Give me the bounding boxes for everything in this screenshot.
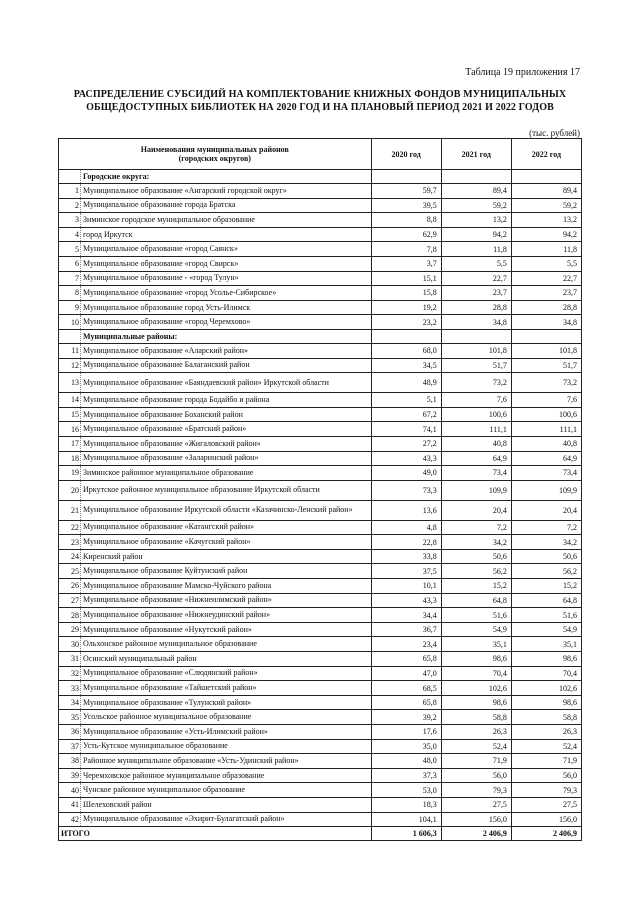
row-name: Муниципальное образование «город Черемхово» [81,315,372,330]
row-number: 5 [59,242,81,257]
row-value-2021: 56,0 [441,768,511,783]
row-value-2021: 40,8 [441,436,511,451]
table-row [59,500,582,520]
row-value-2021: 58,8 [441,710,511,725]
row-value-2022: 40,8 [511,436,581,451]
row-value-2022: 35,1 [511,637,581,652]
row-name: Муниципальное образование Балаганский район [81,358,372,373]
row-number: 12 [59,358,81,373]
row-number: 19 [59,466,81,481]
row-value-2022: 15,2 [511,579,581,594]
row-value-2022: 54,9 [511,622,581,637]
section-title: Городские округа: [81,170,372,184]
subsidy-table [58,138,582,841]
total-2022: 2 406,9 [511,827,581,841]
row-value-2022: 94,2 [511,227,581,242]
row-name: Районное муниципальное образование «Усть-Удинский район» [81,754,372,769]
row-name: Усольское районное муниципальное образование [81,710,372,725]
section-row [59,329,582,343]
table-header-row [59,139,582,170]
table-row [59,812,582,827]
row-value-2021: 51,7 [441,358,511,373]
row-value-2022: 111,1 [511,422,581,437]
row-value-2022: 28,8 [511,300,581,315]
table-row [59,422,582,437]
row-value-2021: 79,3 [441,783,511,798]
table-body [59,170,582,827]
row-value-2020: 10,1 [371,579,441,594]
row-number: 13 [59,373,81,393]
table-row [59,593,582,608]
total-row [59,827,582,841]
row-value-2022: 100,6 [511,407,581,422]
table-row [59,564,582,579]
row-value-2022: 73,2 [511,373,581,393]
row-number: 20 [59,480,81,500]
row-number: 9 [59,300,81,315]
row-value-2020: 34,5 [371,358,441,373]
row-number: 32 [59,666,81,681]
table-row [59,579,582,594]
row-value-2022: 51,7 [511,358,581,373]
row-value-2021: 34,2 [441,535,511,550]
table-row [59,286,582,301]
row-value-2022: 56,2 [511,564,581,579]
row-value-2022: 58,8 [511,710,581,725]
row-value-2022: 109,9 [511,480,581,500]
row-number: 8 [59,286,81,301]
row-name: Муниципальное образование «Усть-Илимский район» [81,725,372,740]
row-number: 10 [59,315,81,330]
row-number: 26 [59,579,81,594]
row-value-2020: 36,7 [371,622,441,637]
row-number: 1 [59,184,81,199]
section-empty-cell [371,329,441,343]
row-value-2021: 98,6 [441,652,511,667]
row-value-2021: 56,2 [441,564,511,579]
row-value-2022: 64,8 [511,593,581,608]
section-empty-cell [441,329,511,343]
row-value-2020: 48,0 [371,754,441,769]
row-value-2021: 156,0 [441,812,511,827]
table-row [59,652,582,667]
row-value-2022: 5,5 [511,256,581,271]
row-value-2022: 73,4 [511,466,581,481]
row-value-2020: 23,2 [371,315,441,330]
row-value-2020: 74,1 [371,422,441,437]
header-2022: 2022 год [511,139,581,170]
row-name: Усть-Кутское муниципальное образование [81,739,372,754]
title-line-1: РАСПРЕДЕЛЕНИЕ СУБСИДИЙ НА КОМПЛЕКТОВАНИЕ КНИЖНЫХ ФОНДОВ МУНИЦИПАЛЬНЫХ [73,89,567,100]
table-row [59,666,582,681]
row-value-2021: 64,9 [441,451,511,466]
row-value-2021: 64,8 [441,593,511,608]
table-row [59,549,582,564]
row-name: Муниципальное образование «город Свирск» [81,256,372,271]
row-name: Муниципальное образование Иркутской области «Казачинско-Ленский район» [81,500,372,520]
table-row [59,681,582,696]
document-title [60,88,580,114]
row-value-2020: 23,4 [371,637,441,652]
row-name: Муниципальное образование «Тайшетский район» [81,681,372,696]
row-name: Муниципальное образование «Тулунский район» [81,695,372,710]
section-row [59,170,582,184]
row-name: Муниципальное образование города Братска [81,198,372,213]
table-row [59,256,582,271]
row-value-2022: 22,7 [511,271,581,286]
row-value-2020: 39,2 [371,710,441,725]
row-name: Ольхонское районное муниципальное образование [81,637,372,652]
section-empty-cell [511,170,581,184]
table-row [59,535,582,550]
row-value-2022: 52,4 [511,739,581,754]
row-value-2020: 65,8 [371,695,441,710]
row-value-2022: 26,3 [511,725,581,740]
row-name: Зиминское городское муниципальное образование [81,213,372,228]
row-name: Муниципальное образование «Слюдянский район» [81,666,372,681]
row-value-2021: 20,4 [441,500,511,520]
section-number-cell [59,170,81,184]
row-value-2022: 27,5 [511,797,581,812]
header-2021: 2021 год [441,139,511,170]
row-value-2022: 98,6 [511,652,581,667]
row-value-2022: 64,9 [511,451,581,466]
table-row [59,520,582,535]
row-number: 36 [59,725,81,740]
row-value-2022: 23,7 [511,286,581,301]
row-value-2020: 104,1 [371,812,441,827]
header-name-line-1: Наименования муниципальных районов [140,145,289,154]
row-name: Иркутское районное муниципальное образование Иркутской области [81,480,372,500]
row-number: 40 [59,783,81,798]
row-name: Шелеховский район [81,797,372,812]
row-number: 33 [59,681,81,696]
row-name: Муниципальное образование - «город Тулун» [81,271,372,286]
row-value-2021: 73,2 [441,373,511,393]
row-value-2022: 7,6 [511,393,581,408]
row-value-2020: 35,0 [371,739,441,754]
row-value-2021: 50,6 [441,549,511,564]
row-value-2021: 70,4 [441,666,511,681]
table-row [59,480,582,500]
row-number: 34 [59,695,81,710]
row-number: 35 [59,710,81,725]
row-value-2022: 156,0 [511,812,581,827]
row-value-2020: 7,8 [371,242,441,257]
title-line-2: ОБЩЕДОСТУПНЫХ БИБЛИОТЕК НА 2020 ГОД И НА ПЛАНОВЫЙ ПЕРИОД 2021 И 2022 ГОДОВ [86,102,554,113]
row-value-2021: 22,7 [441,271,511,286]
table-row [59,227,582,242]
row-number: 22 [59,520,81,535]
row-name: Муниципальное образование «Эхирит-Булагатский район» [81,812,372,827]
table-row [59,436,582,451]
row-value-2021: 102,6 [441,681,511,696]
section-title: Муниципальные районы: [81,329,372,343]
total-label: ИТОГО [59,827,372,841]
header-name [59,139,372,170]
row-number: 31 [59,652,81,667]
row-value-2021: 26,3 [441,725,511,740]
section-empty-cell [441,170,511,184]
row-value-2020: 37,5 [371,564,441,579]
row-name: Муниципальное образование «Братский район» [81,422,372,437]
row-number: 38 [59,754,81,769]
row-name: Чунское районное муниципальное образование [81,783,372,798]
row-number: 17 [59,436,81,451]
row-value-2020: 33,8 [371,549,441,564]
table-row [59,242,582,257]
row-value-2020: 59,7 [371,184,441,199]
row-number: 2 [59,198,81,213]
row-value-2021: 59,2 [441,198,511,213]
row-number: 25 [59,564,81,579]
table-row [59,271,582,286]
row-name: Муниципальное образование «Нижнеилимский район» [81,593,372,608]
row-value-2022: 7,2 [511,520,581,535]
row-value-2021: 28,8 [441,300,511,315]
table-row [59,373,582,393]
row-value-2020: 53,0 [371,783,441,798]
table-row [59,358,582,373]
row-number: 21 [59,500,81,520]
row-value-2021: 52,4 [441,739,511,754]
row-number: 11 [59,343,81,358]
row-value-2020: 19,2 [371,300,441,315]
row-value-2020: 68,0 [371,343,441,358]
section-empty-cell [511,329,581,343]
row-number: 18 [59,451,81,466]
table-row [59,213,582,228]
row-number: 15 [59,407,81,422]
table-row [59,466,582,481]
row-value-2022: 70,4 [511,666,581,681]
row-name: Муниципальное образование «город Саянск» [81,242,372,257]
table-row [59,407,582,422]
row-value-2020: 62,9 [371,227,441,242]
row-value-2021: 109,9 [441,480,511,500]
row-name: Муниципальное образование Боханский район [81,407,372,422]
row-number: 7 [59,271,81,286]
row-name: город Иркутск [81,227,372,242]
row-value-2022: 89,4 [511,184,581,199]
row-number: 29 [59,622,81,637]
row-value-2020: 8,8 [371,213,441,228]
row-value-2022: 101,8 [511,343,581,358]
row-value-2020: 37,3 [371,768,441,783]
row-number: 28 [59,608,81,623]
row-value-2020: 43,3 [371,593,441,608]
table-row [59,739,582,754]
table-row [59,451,582,466]
row-value-2020: 22,8 [371,535,441,550]
row-value-2022: 34,8 [511,315,581,330]
row-value-2021: 7,2 [441,520,511,535]
row-number: 42 [59,812,81,827]
row-name: Муниципальное образование город Усть-Илимск [81,300,372,315]
header-2020: 2020 год [371,139,441,170]
row-value-2022: 56,0 [511,768,581,783]
row-value-2022: 11,8 [511,242,581,257]
row-value-2020: 15,8 [371,286,441,301]
row-name: Муниципальное образование Куйтунский район [81,564,372,579]
row-value-2020: 13,6 [371,500,441,520]
row-value-2021: 111,1 [441,422,511,437]
row-name: Киренский район [81,549,372,564]
row-value-2020: 34,4 [371,608,441,623]
row-value-2021: 34,8 [441,315,511,330]
table-row [59,797,582,812]
section-empty-cell [371,170,441,184]
row-value-2021: 15,2 [441,579,511,594]
table-row [59,184,582,199]
table-row [59,315,582,330]
row-value-2022: 20,4 [511,500,581,520]
row-number: 23 [59,535,81,550]
row-name: Муниципальное образование Мамско-Чуйского района [81,579,372,594]
table-row [59,754,582,769]
table-row [59,710,582,725]
row-value-2021: 35,1 [441,637,511,652]
row-number: 27 [59,593,81,608]
row-number: 39 [59,768,81,783]
row-value-2020: 5,1 [371,393,441,408]
row-value-2021: 71,9 [441,754,511,769]
row-number: 37 [59,739,81,754]
row-value-2020: 27,2 [371,436,441,451]
row-value-2021: 23,7 [441,286,511,301]
row-name: Муниципальное образование «Катангский район» [81,520,372,535]
row-number: 41 [59,797,81,812]
row-value-2020: 15,1 [371,271,441,286]
row-value-2020: 68,5 [371,681,441,696]
units-label: (тыс. рублей) [529,128,580,138]
row-value-2021: 11,8 [441,242,511,257]
row-value-2022: 59,2 [511,198,581,213]
row-value-2020: 18,3 [371,797,441,812]
row-value-2022: 71,9 [511,754,581,769]
row-value-2020: 49,0 [371,466,441,481]
row-value-2020: 67,2 [371,407,441,422]
row-name: Муниципальное образование «Баяндаевский район» Иркутской области [81,373,372,393]
row-value-2021: 27,5 [441,797,511,812]
row-value-2022: 79,3 [511,783,581,798]
row-name: Муниципальное образование «Качугский район» [81,535,372,550]
table-row [59,637,582,652]
row-value-2020: 3,7 [371,256,441,271]
row-value-2022: 13,2 [511,213,581,228]
row-value-2021: 54,9 [441,622,511,637]
table-row [59,725,582,740]
row-value-2021: 13,2 [441,213,511,228]
row-value-2021: 89,4 [441,184,511,199]
row-value-2021: 98,6 [441,695,511,710]
row-value-2020: 73,3 [371,480,441,500]
row-number: 3 [59,213,81,228]
row-value-2021: 5,5 [441,256,511,271]
row-number: 24 [59,549,81,564]
header-name-line-2: (городских округов) [178,154,251,163]
row-value-2021: 73,4 [441,466,511,481]
row-value-2022: 34,2 [511,535,581,550]
row-value-2021: 101,8 [441,343,511,358]
row-value-2020: 65,8 [371,652,441,667]
row-value-2022: 102,6 [511,681,581,696]
row-number: 4 [59,227,81,242]
row-name: Муниципальное образование «город Усолье-Сибирское» [81,286,372,301]
total-2021: 2 406,9 [441,827,511,841]
row-value-2020: 43,3 [371,451,441,466]
row-name: Зиминское районное муниципальное образование [81,466,372,481]
row-number: 30 [59,637,81,652]
row-value-2021: 100,6 [441,407,511,422]
row-name: Черемховское районное муниципальное образование [81,768,372,783]
table-row [59,783,582,798]
row-value-2022: 98,6 [511,695,581,710]
total-2020: 1 606,3 [371,827,441,841]
row-number: 6 [59,256,81,271]
row-name: Осинский муниципальный район [81,652,372,667]
row-value-2022: 50,6 [511,549,581,564]
row-value-2020: 47,0 [371,666,441,681]
row-value-2021: 7,6 [441,393,511,408]
table-row [59,300,582,315]
row-value-2020: 17,6 [371,725,441,740]
row-name: Муниципальное образование города Бодайбо и района [81,393,372,408]
row-name: Муниципальное образование «Заларинский район» [81,451,372,466]
table-row [59,343,582,358]
table-row [59,768,582,783]
row-number: 14 [59,393,81,408]
row-value-2021: 94,2 [441,227,511,242]
row-name: Муниципальное образование «Аларский район» [81,343,372,358]
table-number-label: Таблица 19 приложения 17 [465,67,580,78]
table-row [59,622,582,637]
table-row [59,198,582,213]
row-name: Муниципальное образование «Жигаловский район» [81,436,372,451]
row-value-2020: 39,5 [371,198,441,213]
row-value-2020: 4,8 [371,520,441,535]
row-value-2021: 51,6 [441,608,511,623]
table-row [59,393,582,408]
row-name: Муниципальное образование «Нукутский район» [81,622,372,637]
row-value-2022: 51,6 [511,608,581,623]
table-row [59,608,582,623]
row-value-2020: 48,9 [371,373,441,393]
section-number-cell [59,329,81,343]
row-name: Муниципальное образование «Нижнеудинский район» [81,608,372,623]
row-name: Муниципальное образование «Ангарский городской округ» [81,184,372,199]
row-number: 16 [59,422,81,437]
table-row [59,695,582,710]
